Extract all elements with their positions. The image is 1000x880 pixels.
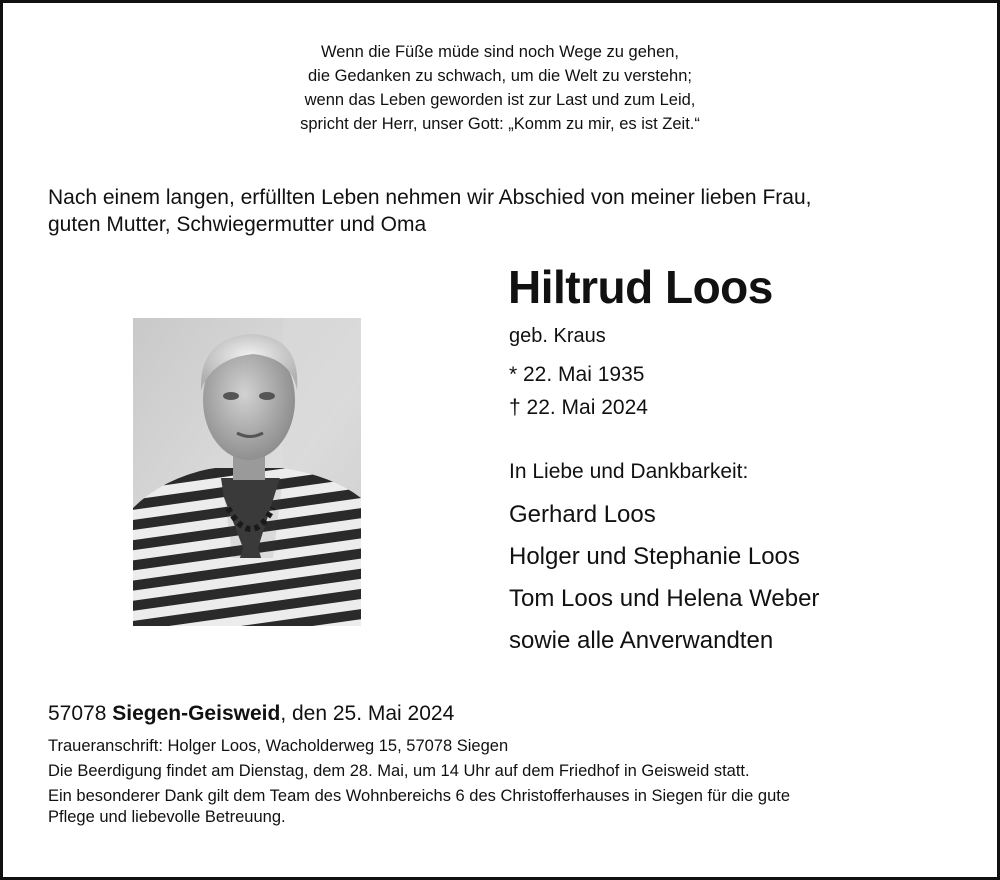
- portrait-photo: [133, 318, 361, 626]
- funeral-info: Die Beerdigung findet am Dienstag, dem 28. Mai, um 14 Uhr auf dem Friedhof in Geisweid statt.: [48, 762, 750, 780]
- poem-line: spricht der Herr, unser Gott: „Komm zu mir, es ist Zeit.“: [300, 115, 700, 133]
- intro-line: guten Mutter, Schwiegermutter und Oma: [48, 213, 427, 236]
- death-date-value: 22. Mai 2024: [526, 396, 648, 419]
- poem-line: die Gedanken zu schwach, um die Welt zu verstehn;: [308, 67, 692, 85]
- mourning-address: Traueranschrift: Holger Loos, Wacholderweg 15, 57078 Siegen: [48, 737, 509, 755]
- poem: [0, 40, 1000, 136]
- intro-line: Nach einem langen, erfüllten Leben nehmen wir Abschied von meiner lieben Frau,: [48, 186, 812, 209]
- mourner-name: Holger und Stephanie Loos: [509, 543, 800, 570]
- mourner-name: sowie alle Anverwandten: [509, 627, 774, 654]
- city: Siegen-Geisweid: [112, 702, 281, 725]
- footer-info: [48, 736, 968, 828]
- birth-date: * 22. Mai 1935: [509, 363, 645, 386]
- mourner-name: Gerhard Loos: [509, 501, 656, 528]
- poem-line: wenn das Leben geworden ist zur Last und zum Leid,: [304, 91, 696, 109]
- death-date: [509, 396, 648, 420]
- thanks-line: Pflege und liebevolle Betreuung.: [48, 808, 286, 826]
- cross-icon: †: [509, 396, 521, 419]
- mourners-list: [509, 494, 819, 662]
- thanks-line: Ein besonderer Dank gilt dem Team des Wohnbereichs 6 des Christofferhauses in Siegen für die gute: [48, 787, 791, 805]
- postcode: 57078: [48, 702, 107, 725]
- notice-date: , den 25. Mai 2024: [280, 702, 455, 725]
- intro-text: [48, 184, 948, 238]
- mourners-heading: In Liebe und Dankbarkeit:: [509, 460, 749, 483]
- poem-line: Wenn die Füße müde sind noch Wege zu gehen,: [320, 43, 680, 61]
- mourner-name: Tom Loos und Helena Weber: [509, 585, 820, 612]
- place-date: [48, 702, 454, 726]
- birth-name: geb. Kraus: [509, 325, 606, 347]
- deceased-name: Hiltrud Loos: [508, 261, 773, 313]
